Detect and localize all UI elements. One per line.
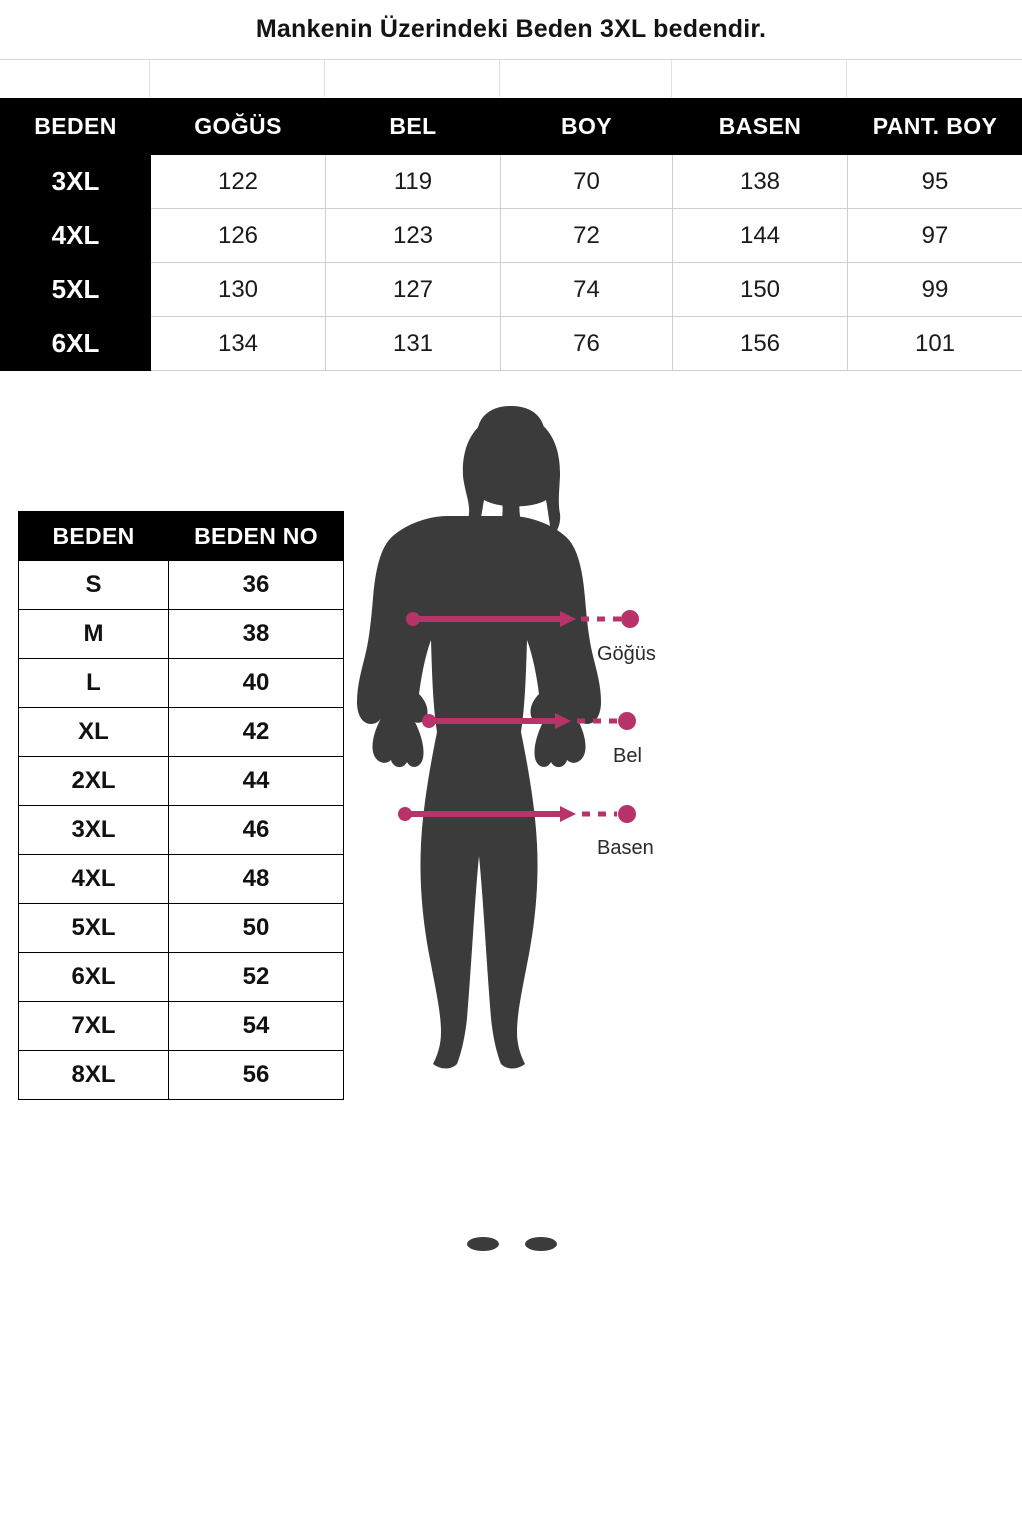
- cell-size: 7XL: [19, 1002, 169, 1051]
- cell-boy: 70: [501, 155, 673, 209]
- spacer-cell: [847, 60, 1022, 98]
- cell-size: L: [19, 659, 169, 708]
- table-spacer-row: [0, 60, 1022, 98]
- size-number-table-head: [19, 512, 344, 561]
- table-row: [19, 1002, 344, 1051]
- cell-gogus: 126: [151, 209, 326, 263]
- column-header-beden: BEDEN: [1, 99, 151, 155]
- page-title: Mankenin Üzerindeki Beden 3XL bedendir.: [255, 15, 767, 43]
- cell-bel: 119: [326, 155, 501, 209]
- table-row: [19, 953, 344, 1002]
- cell-size: 5XL: [19, 904, 169, 953]
- column-header-bel: BEL: [326, 99, 501, 155]
- cell-pant-boy: 101: [848, 317, 1022, 371]
- cell-bel: 127: [326, 263, 501, 317]
- cell-size-no: 50: [169, 904, 344, 953]
- cell-basen: 150: [673, 263, 848, 317]
- cell-size-no: 38: [169, 610, 344, 659]
- table-row: [19, 806, 344, 855]
- row-size-label: 6XL: [1, 317, 151, 371]
- cell-pant-boy: 95: [848, 155, 1022, 209]
- cell-bel: 123: [326, 209, 501, 263]
- cell-size-no: 36: [169, 561, 344, 610]
- column-header-beden-no: BEDEN NO: [169, 512, 344, 561]
- female-silhouette-icon: [357, 406, 601, 1069]
- table-row: [1, 155, 1022, 209]
- annotation-label-bel: Bel: [613, 745, 642, 767]
- table-row: [19, 561, 344, 610]
- table-row: [19, 659, 344, 708]
- lower-section: [0, 371, 1022, 1431]
- cell-size-no: 42: [169, 708, 344, 757]
- spacer-cell: [672, 60, 847, 98]
- size-number-table: [18, 511, 344, 1100]
- cell-size-no: 54: [169, 1002, 344, 1051]
- size-number-table-wrapper: [18, 511, 343, 1100]
- table-row: [19, 708, 344, 757]
- cell-size: 3XL: [19, 806, 169, 855]
- cell-size: 6XL: [19, 953, 169, 1002]
- cell-size: 2XL: [19, 757, 169, 806]
- cell-basen: 138: [673, 155, 848, 209]
- table-row: [1, 209, 1022, 263]
- table-header-row: [1, 99, 1022, 155]
- cell-pant-boy: 97: [848, 209, 1022, 263]
- table-header-row: [19, 512, 344, 561]
- table-row: [1, 317, 1022, 371]
- cell-bel: 131: [326, 317, 501, 371]
- size-number-table-body: [19, 561, 344, 1100]
- cell-pant-boy: 99: [848, 263, 1022, 317]
- table-row: [19, 904, 344, 953]
- table-row: [1, 263, 1022, 317]
- measurement-table: [0, 98, 1022, 371]
- cell-boy: 74: [501, 263, 673, 317]
- cell-gogus: 122: [151, 155, 326, 209]
- column-header-boy: BOY: [501, 99, 673, 155]
- column-header-basen: BASEN: [673, 99, 848, 155]
- measurement-table-body: [1, 155, 1022, 371]
- annotation-label-gogus: Göğüs: [597, 643, 656, 665]
- cell-size: 4XL: [19, 855, 169, 904]
- table-row: [19, 1051, 344, 1100]
- cell-size-no: 56: [169, 1051, 344, 1100]
- cell-size-no: 46: [169, 806, 344, 855]
- column-header-pant-boy: PANT. BOY: [848, 99, 1022, 155]
- column-header-beden: BEDEN: [19, 512, 169, 561]
- spacer-cell: [325, 60, 500, 98]
- cell-size: S: [19, 561, 169, 610]
- cell-basen: 156: [673, 317, 848, 371]
- cell-gogus: 134: [151, 317, 326, 371]
- mannequin-figure: [355, 376, 1015, 1426]
- spacer-cell: [0, 60, 150, 98]
- column-header-gogus: GOĞÜS: [151, 99, 326, 155]
- measurement-table-head: [1, 99, 1022, 155]
- cell-gogus: 130: [151, 263, 326, 317]
- cell-boy: 76: [501, 317, 673, 371]
- cell-size: 8XL: [19, 1051, 169, 1100]
- table-row: [19, 757, 344, 806]
- row-size-label: 5XL: [1, 263, 151, 317]
- cell-size-no: 48: [169, 855, 344, 904]
- table-row: [19, 610, 344, 659]
- annotation-label-basen: Basen: [597, 837, 654, 859]
- spacer-cell: [500, 60, 672, 98]
- cell-size-no: 52: [169, 953, 344, 1002]
- cell-basen: 144: [673, 209, 848, 263]
- cell-size-no: 40: [169, 659, 344, 708]
- feet-shape-icon: [467, 1237, 557, 1251]
- cell-boy: 72: [501, 209, 673, 263]
- spacer-cell: [150, 60, 325, 98]
- row-size-label: 4XL: [1, 209, 151, 263]
- cell-size: XL: [19, 708, 169, 757]
- cell-size: M: [19, 610, 169, 659]
- page-title-row: [0, 0, 1022, 60]
- table-row: [19, 855, 344, 904]
- cell-size-no: 44: [169, 757, 344, 806]
- row-size-label: 3XL: [1, 155, 151, 209]
